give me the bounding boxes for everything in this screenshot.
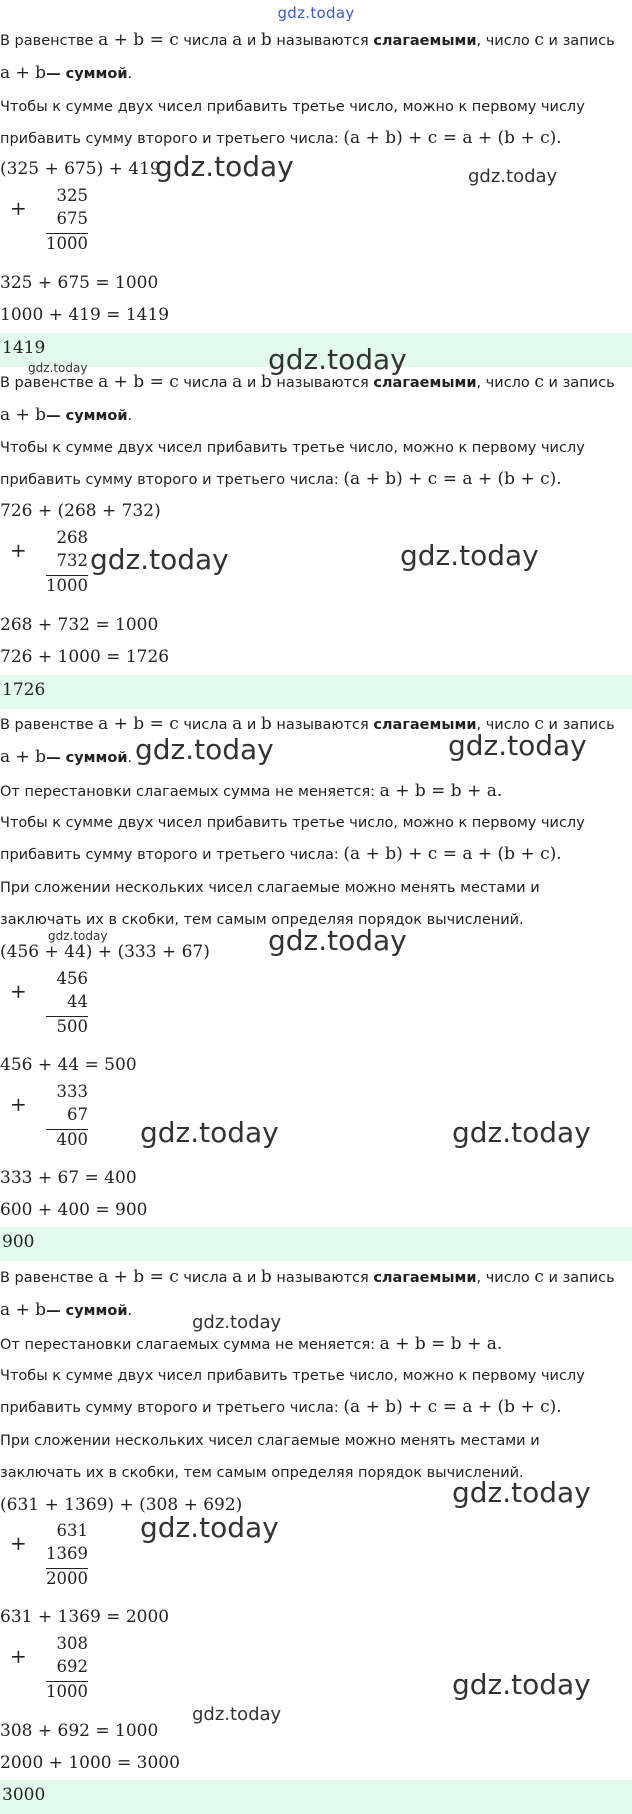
watermark: gdz.today [140,1511,279,1544]
addend-1: 325 [56,186,88,205]
definition-line-2: a + b— суммой. [0,63,133,83]
watermark: gdz.today [400,539,539,572]
expression: (325 + 675) + 419 [0,159,161,179]
definition-line: В равенстве a + b = c числа a и b называются слагаемыми, число c и запись [0,372,615,392]
equation: 726 + 1000 = 1726 [0,647,170,667]
rule-line: Чтобы к сумме двух чисел прибавить третье число, можно к первому числу [0,815,585,831]
watermark: gdz.today [452,1668,591,1701]
equation: 631 + 1369 = 2000 [0,1607,170,1627]
plus-sign: + [10,1092,27,1116]
definition-line-2: a + b— суммой. [0,1300,133,1320]
equation: 1000 + 419 = 1419 [0,305,170,325]
plus-sign: + [10,538,27,562]
equation: 600 + 400 = 900 [0,1200,148,1220]
rule-line: Чтобы к сумме двух чисел прибавить третье число, можно к первому числу [0,440,585,456]
watermark: gdz.today [28,361,88,375]
rule-line: Чтобы к сумме двух чисел прибавить третье число, можно к первому числу [0,99,585,115]
watermark: gdz.today [468,166,558,187]
definition-line: В равенстве a + b = c числа a и b называются слагаемыми, число c и запись [0,714,615,734]
watermark: gdz.today [448,729,587,762]
watermark: gdz.today [48,929,108,943]
definition-line-2: a + b— суммой. [0,405,133,425]
answer-value: 900 [2,1232,35,1252]
plus-sign: + [10,979,27,1003]
commutative-line: От перестановки слагаемых сумма не меняется: a + b = b + a. [0,781,503,801]
expression: (631 + 1369) + (308 + 692) [0,1495,243,1515]
watermark: gdz.today [155,150,294,183]
sum: 1000 [46,576,88,595]
answer-row [0,675,632,709]
watermark: gdz.today [192,1704,282,1725]
sum: 400 [56,1130,88,1149]
sum: 2000 [46,1569,88,1588]
sum: 1000 [46,234,88,253]
equation: 268 + 732 = 1000 [0,615,159,635]
answer-value: 1419 [2,338,46,358]
addend-1: 631 [56,1521,88,1540]
watermark: gdz.today [192,1312,282,1333]
plus-sign: + [10,196,27,220]
rule-line-4: заключать их в скобки, тем самым определяя порядок вычислений. [0,1465,524,1481]
rule-line-2: прибавить сумму второго и третьего числа: (a + b) + c = a + (b + c). [0,469,562,489]
addend-1: 456 [56,969,88,988]
definition-line: В равенстве a + b = c числа a и b называются слагаемыми, число c и запись [0,30,615,50]
expression: (456 + 44) + (333 + 67) [0,942,210,962]
equation: 308 + 692 = 1000 [0,1721,159,1741]
answer-value: 1726 [2,680,46,700]
equation: 333 + 67 = 400 [0,1168,137,1188]
watermark: gdz.today [140,1116,279,1149]
addend-2: 67 [67,1105,88,1124]
answer-row [0,1227,632,1261]
commutative-line: От перестановки слагаемых сумма не меняется: a + b = b + a. [0,1334,503,1354]
addend-2: 692 [56,1657,88,1676]
top-watermark: gdz.today [277,4,355,22]
addend-1: 333 [56,1082,88,1101]
expression: 726 + (268 + 732) [0,501,161,521]
addend-1: 308 [56,1634,88,1653]
definition-line: В равенстве a + b = c числа a и b называются слагаемыми, число c и запись [0,1267,615,1287]
sum: 500 [56,1017,88,1036]
rule-line-3: При сложении нескольких чисел слагаемые можно менять местами и [0,1433,540,1449]
addend-2: 732 [56,551,88,570]
answer-row [0,1780,632,1814]
watermark: gdz.today [90,543,229,576]
rule-line: Чтобы к сумме двух чисел прибавить третье число, можно к первому числу [0,1368,585,1384]
watermark: gdz.today [268,343,407,376]
equation: 2000 + 1000 = 3000 [0,1753,180,1773]
plus-sign: + [10,1531,27,1555]
rule-line-4: заключать их в скобки, тем самым определяя порядок вычислений. [0,912,524,928]
rule-line-2: прибавить сумму второго и третьего числа: (a + b) + c = a + (b + c). [0,128,562,148]
sum: 1000 [46,1682,88,1701]
watermark: gdz.today [268,924,407,957]
addend-2: 1369 [46,1544,88,1563]
watermark: gdz.today [135,733,274,766]
addend-1: 268 [56,528,88,547]
equation: 325 + 675 = 1000 [0,273,159,293]
rule-line-2: прибавить сумму второго и третьего числа: (a + b) + c = a + (b + c). [0,844,562,864]
rule-line-2: прибавить сумму второго и третьего числа: (a + b) + c = a + (b + c). [0,1397,562,1417]
plus-sign: + [10,1644,27,1668]
definition-line-2: a + b— суммой. [0,747,133,767]
addend-2: 675 [56,209,88,228]
addend-2: 44 [67,992,88,1011]
equation: 456 + 44 = 500 [0,1055,137,1075]
watermark: gdz.today [452,1116,591,1149]
watermark: gdz.today [452,1476,591,1509]
rule-line-3: При сложении нескольких чисел слагаемые можно менять местами и [0,880,540,896]
answer-value: 3000 [2,1785,46,1805]
